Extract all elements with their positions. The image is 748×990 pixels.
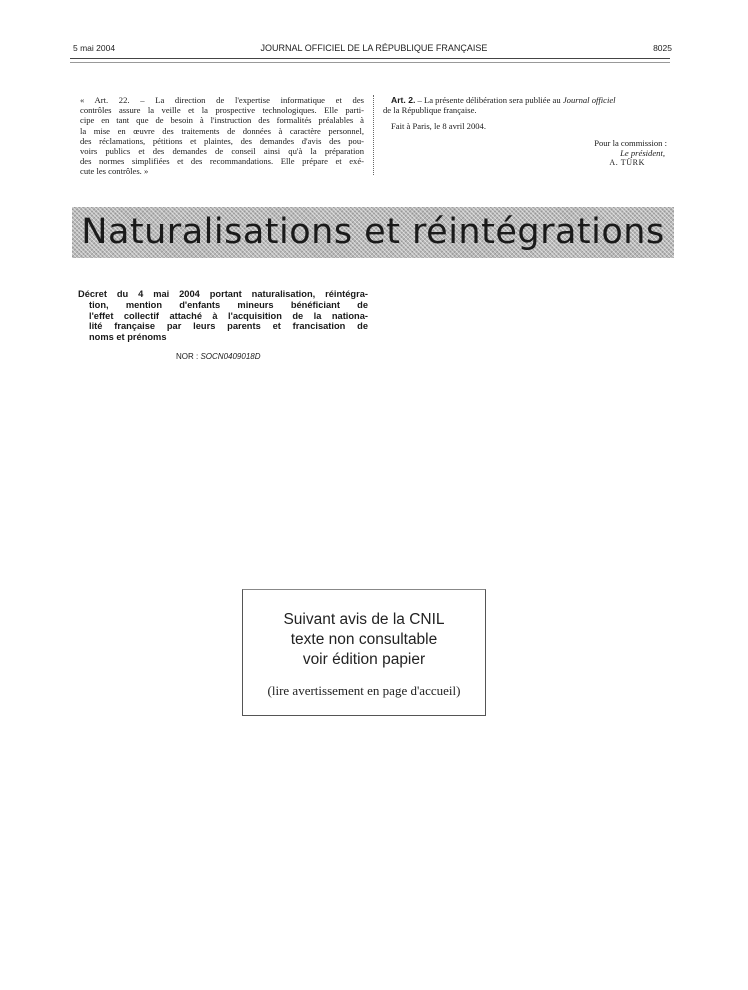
text-line: des réclamations, pétitions et plaintes, des demandes d'avis des pou- <box>80 135 364 146</box>
cnil-notice-box <box>242 589 486 716</box>
text-line: la mise en œuvre des traitements de données à caractère personnel, <box>80 125 364 136</box>
decree-line: lité française par leurs parents et francisation de <box>89 321 368 332</box>
header-rule <box>70 58 670 59</box>
text-line: voirs publics et des demandes de conseil ainsi qu'à la préparation <box>80 146 364 157</box>
article-text-cont: de la République française. <box>383 105 477 116</box>
signature-role: Le président, <box>620 147 665 158</box>
text-line: cipe en tant que de besoin à l'instruction des formalités préalables à <box>80 115 364 126</box>
nor-label: NOR : <box>176 352 199 361</box>
nor-reference <box>176 352 261 361</box>
decree-line: tion, mention d'enfants mineurs bénéficiant de <box>89 299 368 310</box>
notice-message <box>243 610 485 670</box>
journal-reference: Journal officiel <box>562 95 616 105</box>
section-title: Naturalisations et réintégrations <box>81 212 665 252</box>
article-22-text <box>80 95 364 177</box>
notice-line-3: voir édition papier <box>302 651 426 668</box>
column-divider <box>373 95 374 175</box>
article-2-block <box>383 95 673 168</box>
section-banner <box>72 207 674 258</box>
notice-note: (lire avertissement en page d'accueil) <box>267 683 461 698</box>
decree-line: noms et prénoms <box>89 332 167 343</box>
header-date: 5 mai 2004 <box>73 43 116 53</box>
text-line: cute les contrôles. » <box>80 166 149 177</box>
decree-title <box>78 289 368 343</box>
journal-title: JOURNAL OFFICIEL DE LA RÉPUBLIQUE FRANÇAISE <box>260 43 488 53</box>
decree-line: Décret du 4 mai 2004 portant naturalisation, réintégra- <box>78 289 368 299</box>
header-rule-thin <box>70 62 670 63</box>
decree-line: l'effet collectif attaché à l'acquisition de la nationa- <box>89 310 368 321</box>
text-line: contrôles assure la veille et la prospective technologiques. Elle parti- <box>80 105 364 116</box>
notice-line-2: texte non consultable <box>290 631 438 648</box>
article-label: Art. 2. <box>391 95 416 105</box>
text-line: des normes simplifiées et des recommandations. Elle prépare et exé- <box>80 156 364 167</box>
place-date: Fait à Paris, le 8 avril 2004. <box>391 121 486 132</box>
text-line: « Art. 22. – La direction de l'expertise informatique et des <box>80 95 364 105</box>
page-number: 8025 <box>653 43 672 53</box>
article-2-paragraph <box>383 95 673 105</box>
notice-line-1: Suivant avis de la CNIL <box>283 611 445 628</box>
nor-code: SOCN0409018D <box>200 352 261 361</box>
signature-intro: Pour la commission : <box>594 137 667 148</box>
article-text: – La présente délibération sera publiée au <box>415 95 563 105</box>
signature-name: A. TÜRK <box>609 158 645 168</box>
